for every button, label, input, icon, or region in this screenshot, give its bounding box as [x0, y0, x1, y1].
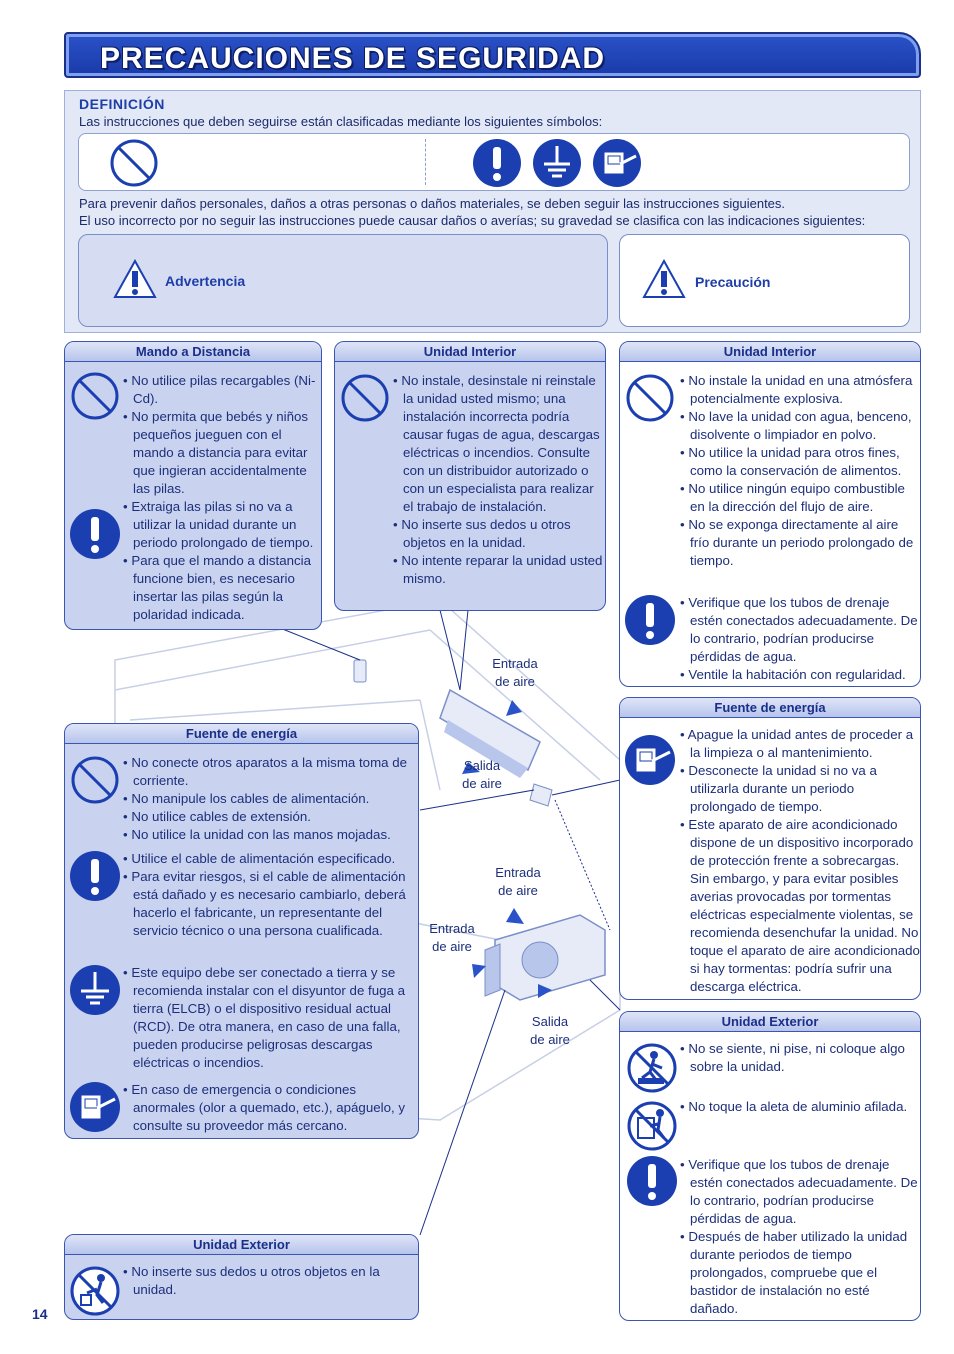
panel-power-right: [619, 697, 921, 1000]
panel-outdoor-left-title: Unidad Exterior: [65, 1235, 418, 1255]
list-item: • Después de haber utilizado la unidad durante periodos de tiempo prolongados, compruebe que el bastidor de instalación no esté dañado.: [680, 1228, 920, 1318]
no-touch-fin-icon: [626, 1100, 678, 1152]
panel-indoor-2-list: [680, 372, 918, 570]
list-item: • Para evitar riesgos, si el cable de alimentación está dañado y es necesario cambiarlo, deberá hacerlo el fabricante, un representante del servicio técnico o una persona cualificada.: [123, 868, 415, 940]
panel-outdoor-left: [64, 1234, 419, 1320]
list-item: • Este equipo debe ser conectado a tierra y se recomienda instalar con el disyuntor de fuga a tierra (ELCB) o el dispositivo residual actual (RCD). De otra manera, en caso de una falla, pueden producirse peligrosas descargas eléctricas o incendios.: [123, 964, 415, 1072]
list-item: • No utilice la unidad para otros fines, como la conservación de alimentos.: [680, 444, 918, 480]
list-item: • No se siente, ni pise, ni coloque algo sobre la unidad.: [680, 1040, 920, 1076]
air-out-label-2a: Salida: [531, 1014, 569, 1029]
definition-intro: Las instrucciones que deben seguirse están clasificadas mediante los siguientes símbolos:: [79, 114, 603, 129]
wall-outlet-icon: [530, 784, 552, 806]
panel-power-left-list-1: [123, 754, 415, 844]
list-item: • Apague la unidad antes de proceder a la limpieza o al mantenimiento.: [680, 726, 920, 762]
panel-indoor-2-list-2: [680, 594, 918, 684]
list-item: • No utilice cables de extensión.: [123, 808, 415, 826]
prohibited-icon: [339, 372, 391, 424]
panel-indoor-2-title: Unidad Interior: [620, 342, 920, 362]
panel-power-left-title: Fuente de energía: [65, 724, 418, 744]
panel-outdoor-right-list-1: [680, 1040, 920, 1076]
panel-outdoor-right-list-3: [680, 1156, 920, 1318]
page-number: 14: [32, 1306, 48, 1322]
list-item: • No conecte otros aparatos a la misma toma de corriente.: [123, 754, 415, 790]
panel-remote: [64, 341, 322, 630]
warning-label: Advertencia: [165, 273, 246, 289]
panel-remote-list: [123, 372, 321, 624]
air-in-label-1b: de aire: [495, 674, 535, 689]
prohibited-icon: [69, 370, 121, 422]
list-item: • No inserte sus dedos u otros objetos en la unidad.: [123, 1263, 415, 1299]
no-insert-fingers-icon: [69, 1265, 121, 1317]
panel-outdoor-left-list: [123, 1263, 415, 1299]
definition-heading: DEFINICIÓN: [79, 96, 165, 112]
mandatory-icon: [624, 594, 676, 646]
panel-outdoor-right-title: Unidad Exterior: [620, 1012, 920, 1032]
air-in-label-2a: Entrada: [495, 865, 541, 880]
list-item: • Para que el mando a distancia funcione bien, es necesario insertar las pilas según la polaridad indicada.: [123, 552, 321, 624]
air-out-label-1a: Salida: [463, 758, 501, 773]
definition-para2: El uso incorrecto por no seguir las instrucciones puede causar daños o averías; su gravedad se clasifica con las indicaciones siguientes:: [79, 213, 866, 228]
mandatory-icon: [626, 1155, 678, 1207]
list-item: • No instale la unidad en una atmósfera potencialmente explosiva.: [680, 372, 918, 408]
panel-power-left-list-2: [123, 850, 415, 940]
list-item: • No utilice ningún equipo combustible en la dirección del flujo de aire.: [680, 480, 918, 516]
list-item: • Este aparato de aire acondicionado dispone de un dispositivo incorporado de protección frente a sobrecargas. Sin embargo, y para evitar posibles averias provocadas por tormentas eléctricas especialmente violentas, se recomienda desenchufar la unidad. No toque el aparato de aire acondicionado si hay tormentas: podría sufrir una descarga eléctrica.: [680, 816, 920, 996]
list-item: • Ventile la habitación con regularidad.: [680, 666, 918, 684]
mandatory-icon: [69, 508, 121, 560]
panel-power-left-list-4: [123, 1081, 415, 1135]
panel-power-left: [64, 723, 419, 1139]
list-item: • No instale, desinstale ni reinstale la unidad usted mismo; una instalación incorrecta podría causar fugas de agua, descargas eléctricas o incendios. Consulte con un distribuidor autorizado o con un especialista para realizar el trabajo de instalación.: [393, 372, 603, 516]
list-item: • No inserte sus dedos u otros objetos en la unidad.: [393, 516, 603, 552]
panel-power-left-list-3: [123, 964, 415, 1072]
panel-outdoor-right-list-2: [680, 1098, 920, 1116]
list-item: • No se exponga directamente al aire frío durante un periodo prolongado de tiempo.: [680, 516, 918, 570]
list-item: • Verifique que los tubos de drenaje estén conectados adecuadamente. De lo contrario, podrían producirse pérdidas de agua.: [680, 1156, 920, 1228]
unplug-icon: [69, 1081, 121, 1133]
list-item: • No lave la unidad con agua, benceno, disolvente o limpiador en polvo.: [680, 408, 918, 444]
list-item: • No manipule los cables de alimentación.: [123, 790, 415, 808]
air-in-label-3b: de aire: [432, 939, 472, 954]
list-item: • Desconecte la unidad si no va a utilizarla durante un periodo prolongado de tiempo.: [680, 762, 920, 816]
panel-power-right-list: [680, 726, 920, 996]
caution-label: Precaución: [695, 274, 771, 290]
list-item: • No utilice la unidad con las manos mojadas.: [123, 826, 415, 844]
list-item: • No permita que bebés y niños pequeños jueguen con el mando a distancia para evitar que ingieran accidentalmente las pilas.: [123, 408, 321, 498]
panel-indoor-1-list: [393, 372, 603, 588]
prohibited-icon: [69, 754, 121, 806]
panel-power-right-title: Fuente de energía: [620, 698, 920, 718]
panel-indoor-1: [334, 341, 606, 611]
no-step-icon: [626, 1042, 678, 1094]
prohibited-icon: [624, 372, 676, 424]
page-title: PRECAUCIONES DE SEGURIDAD: [100, 42, 606, 75]
panel-indoor-2: [619, 341, 921, 687]
panel-indoor-1-title: Unidad Interior: [335, 342, 605, 362]
list-item: • No toque la aleta de aluminio afilada.: [680, 1098, 920, 1116]
air-in-label-1a: Entrada: [492, 656, 538, 671]
definition-para1: Para prevenir daños personales, daños a otras personas o daños materiales, se deben seguir las instrucciones siguientes.: [79, 196, 786, 211]
air-out-label-2b: de aire: [530, 1032, 570, 1047]
list-item: • Utilice el cable de alimentación especificado.: [123, 850, 415, 868]
ground-icon: [69, 964, 121, 1016]
air-in-label-3a: Entrada: [429, 921, 475, 936]
air-in-label-2b: de aire: [498, 883, 538, 898]
unplug-icon: [624, 734, 676, 786]
air-out-label-1b: de aire: [462, 776, 502, 791]
mandatory-icon: [69, 850, 121, 902]
list-item: • No intente reparar la unidad usted mismo.: [393, 552, 603, 588]
list-item: • Extraiga las pilas si no va a utilizar la unidad durante un periodo prolongado de tiempo.: [123, 498, 321, 552]
panel-remote-title: Mando a Distancia: [65, 342, 321, 362]
remote-control-icon: [354, 660, 366, 682]
list-item: • Verifique que los tubos de drenaje estén conectados adecuadamente. De lo contrario, podrían producirse pérdidas de agua.: [680, 594, 918, 666]
list-item: • En caso de emergencia o condiciones anormales (olor a quemado, etc.), apáguelo, y consulte su proveedor más cercano.: [123, 1081, 415, 1135]
list-item: • No utilice pilas recargables (Ni-Cd).: [123, 372, 321, 408]
panel-outdoor-right: [619, 1011, 921, 1321]
